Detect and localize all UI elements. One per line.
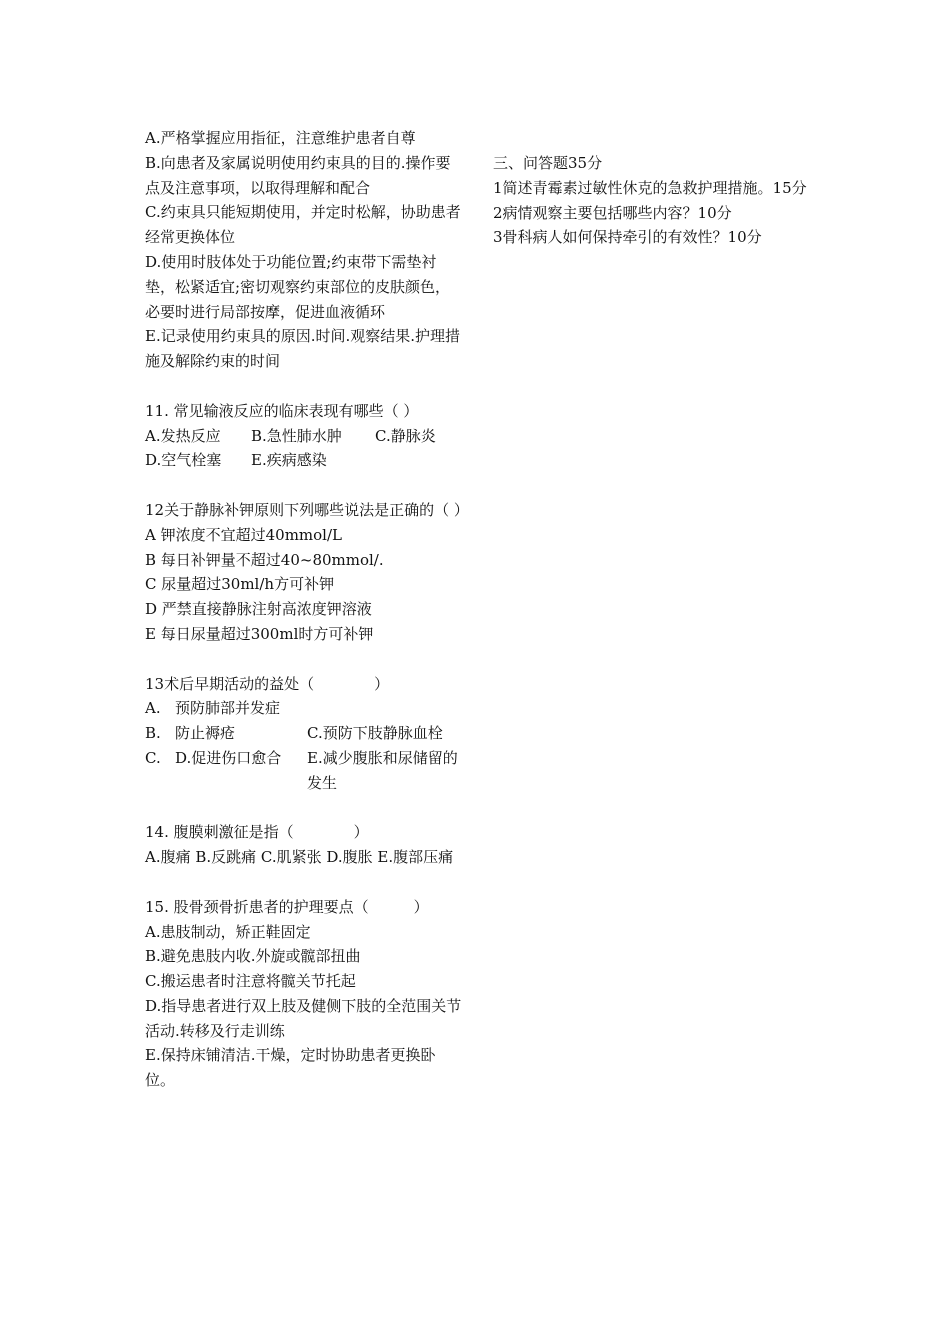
q13-option-a: 预防肺部并发症 <box>175 699 281 718</box>
q11-option-e: E.疾病感染 <box>251 451 327 470</box>
q13-options-row-1 <box>145 696 463 721</box>
q10-option-c: C.约束具只能短期使用，并定时松解，协助患者经常更换体位 <box>145 203 461 247</box>
q13-label: C. <box>145 748 161 767</box>
q12-option-b: B 每日补钾量不超过40~80mmol/. <box>145 550 384 569</box>
q13-option-d: D.促进伤口愈合 <box>175 748 282 767</box>
q11-options-row-1 <box>145 424 463 449</box>
q13-option-b: 防止褥疮 <box>175 724 236 743</box>
q10-option-e: E.记录使用约束具的原因.时间.观察结果.护理措施及解除约束的时间 <box>145 327 461 371</box>
right-column <box>493 151 823 250</box>
essay-question-1: 1简述青霉素过敏性休克的急救护理措施。15分 <box>493 178 807 197</box>
q13-label: B. <box>145 724 161 743</box>
q13-label: A. <box>145 699 161 718</box>
q12-stem: 12关于静脉补钾原则下列哪些说法是正确的（ ） <box>145 500 469 519</box>
q11-option-d: D.空气栓塞 <box>145 451 222 470</box>
q14-stem: 14. 腹膜刺激征是指（ ） <box>145 823 369 842</box>
q12-option-c: C 尿量超过30ml/h方可补钾 <box>145 575 335 594</box>
q13-stem: 13术后早期活动的益处（ ） <box>145 674 390 693</box>
q10-option-b: B.向患者及家属说明使用约束具的目的.操作要点及注意事项，以取得理解和配合 <box>145 153 451 197</box>
q11-stem: 11. 常见输液反应的临床表现有哪些（ ） <box>145 401 419 420</box>
essay-question-2: 2病情观察主要包括哪些内容？10分 <box>493 203 732 222</box>
q15-option-b: B.避免患肢内收.外旋或髋部扭曲 <box>145 947 361 966</box>
q12-option-e: E 每日尿量超过300ml时方可补钾 <box>145 624 374 643</box>
q15-stem: 15. 股骨颈骨折患者的护理要点（ ） <box>145 897 429 916</box>
q13-options-row-3 <box>145 746 463 796</box>
q15-option-e: E.保持床铺清洁.干燥，定时协助患者更换卧位。 <box>145 1046 436 1090</box>
q13-options-row-2 <box>145 721 463 746</box>
q15-option-a: A.患肢制动，矫正鞋固定 <box>145 922 311 941</box>
q15-option-d: D.指导患者进行双上肢及健侧下肢的全范围关节活动.转移及行走训练 <box>145 996 462 1040</box>
q14-options: A.腹痛 B.反跳痛 C.肌紧张 D.腹胀 E.腹部压痛 <box>145 848 454 867</box>
q11-options-row-2 <box>145 448 463 473</box>
q12-option-a: A 钾浓度不宜超过40mmol/L <box>145 525 342 544</box>
q13-option-c: C.预防下肢静脉血栓 <box>307 724 443 743</box>
q11-option-c: C.静脉炎 <box>375 426 436 445</box>
q11-option-b: B.急性肺水肿 <box>251 426 342 445</box>
q10-option-d: D.使用时肢体处于功能位置;约束带下需垫衬垫，松紧适宜;密切观察约束部位的皮肤颜色，必要时进行局部按摩，促进血液循环 <box>145 252 451 321</box>
q10-option-a: A.严格掌握应用指征，注意维护患者自尊 <box>145 129 416 147</box>
q11-option-a: A.发热反应 <box>145 426 221 445</box>
essay-question-3: 3骨科病人如何保持牵引的有效性？10分 <box>493 228 762 247</box>
q12-option-d: D 严禁直接静脉注射高浓度钾溶液 <box>145 600 372 619</box>
section-title: 三、问答题35分 <box>493 154 603 172</box>
q13-option-e: E.减少腹胀和尿储留的发生 <box>307 748 458 792</box>
q15-option-c: C.搬运患者时注意将髋关节托起 <box>145 972 356 991</box>
left-column <box>145 126 469 1093</box>
